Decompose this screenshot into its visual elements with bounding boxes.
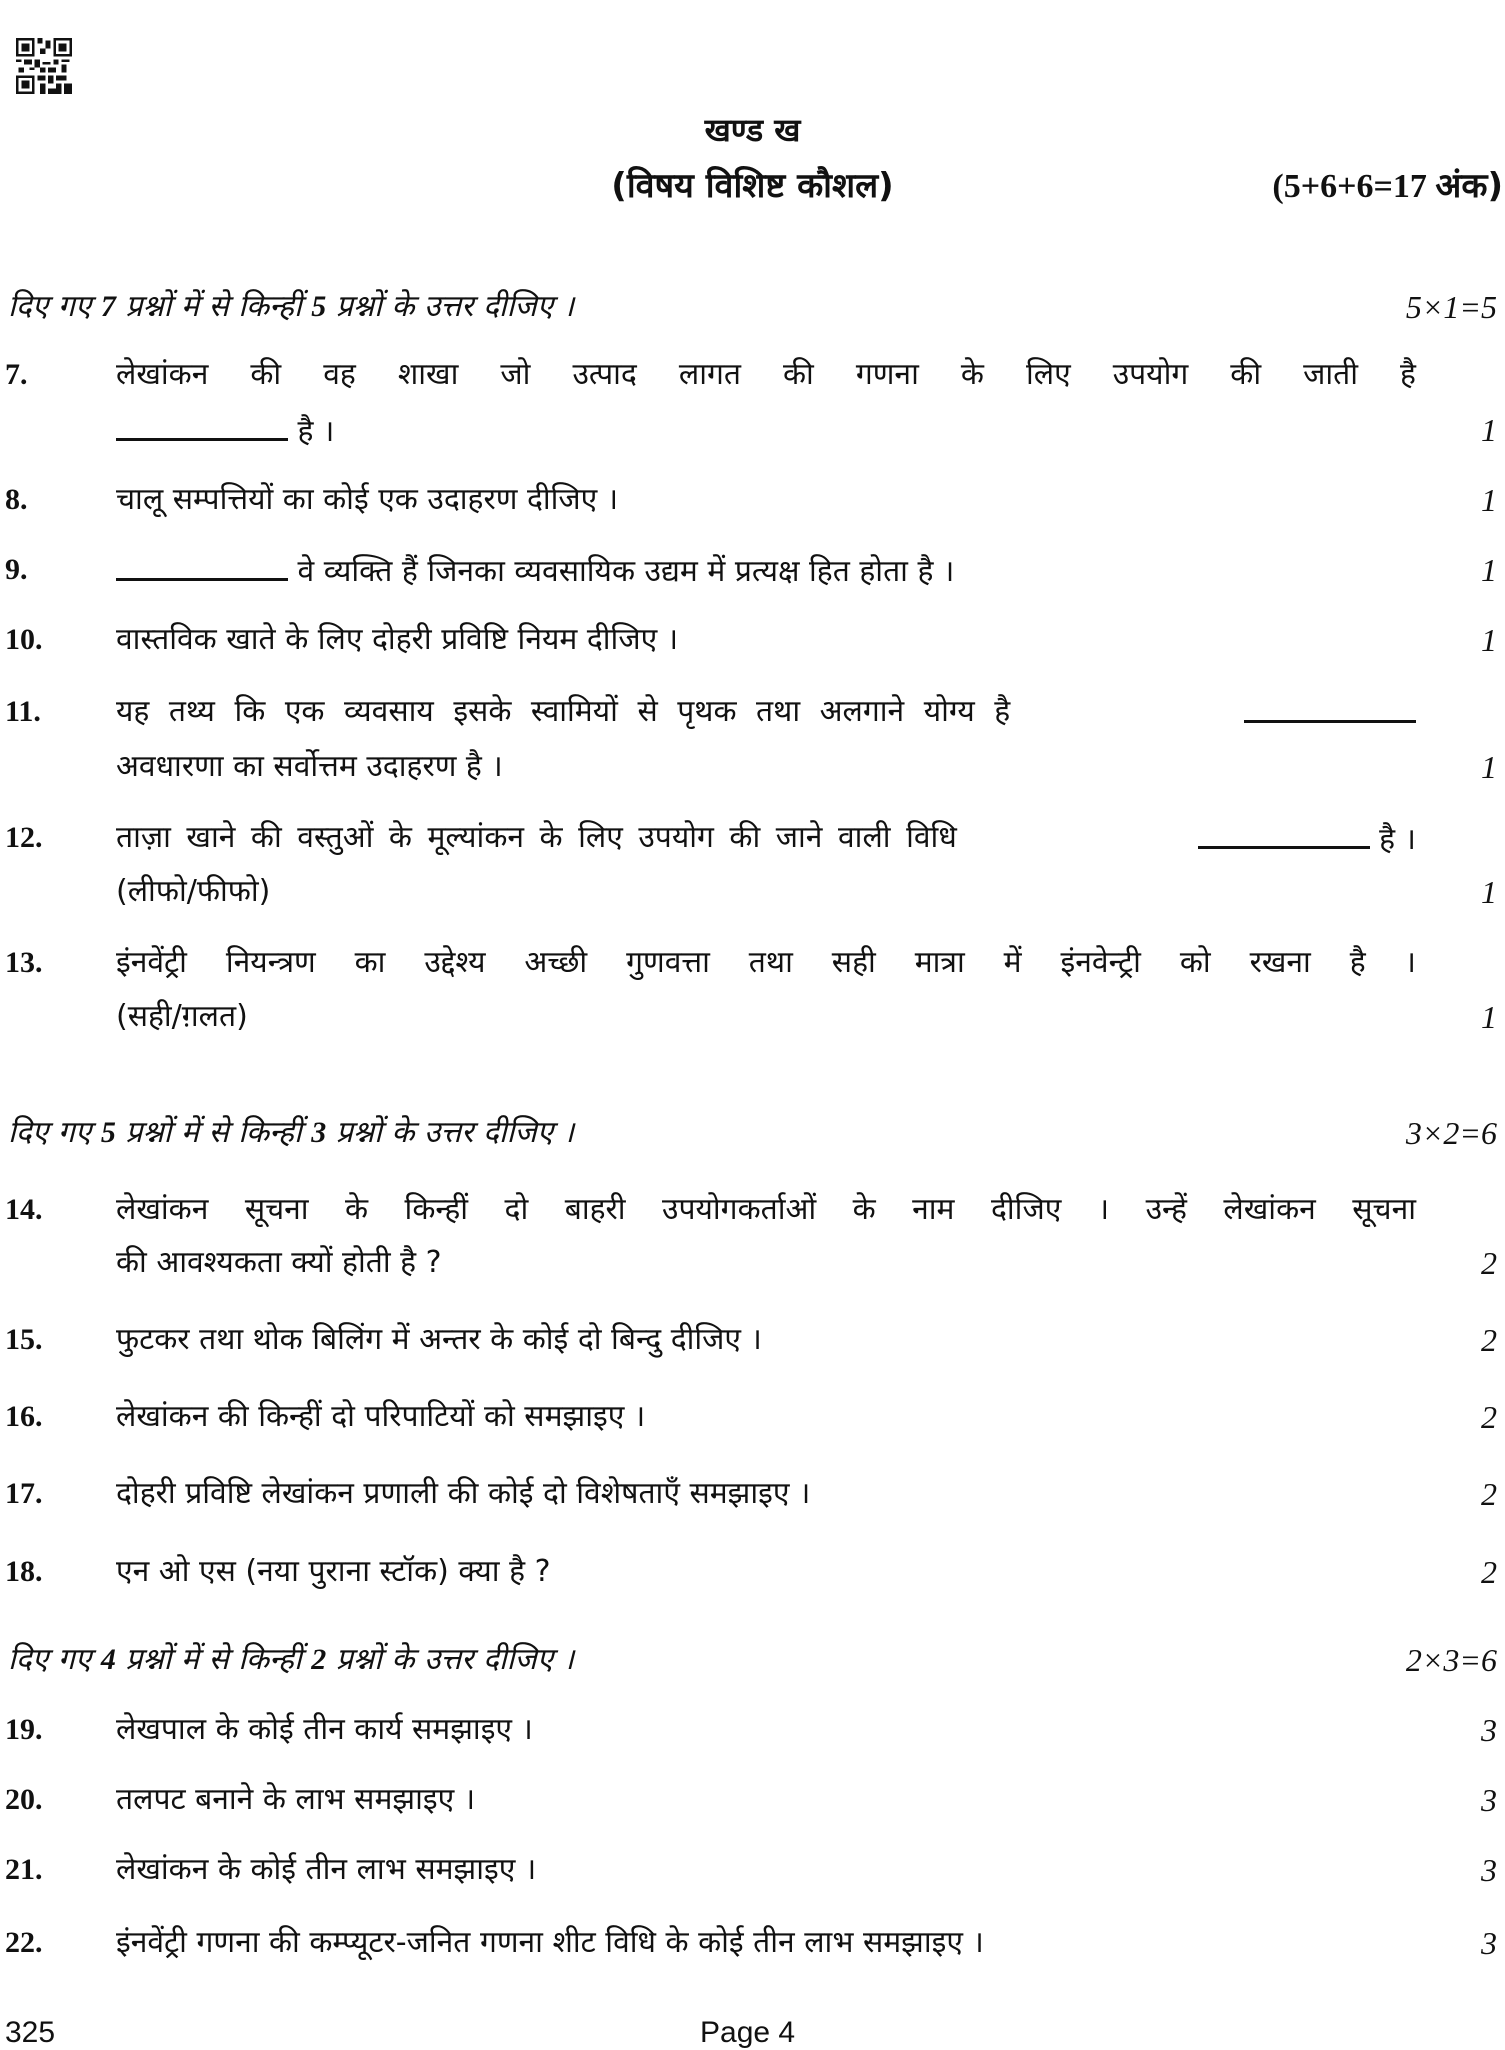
question-number: 7. [5,358,28,391]
question-marks: 3 [1481,1852,1497,1888]
question-number: 14. [5,1193,43,1226]
instruction-text: प्रश्नों के उत्तर दीजिए । [326,289,575,324]
question-text: वास्तविक खाते के लिए दोहरी प्रविष्टि नियम दीजिए । [116,622,679,657]
fill-in-blank [116,408,288,441]
total-marks-value: (5+6+6=17 [1272,168,1436,205]
question-marks: 3 [1481,1925,1497,1961]
question-number: 18. [5,1555,43,1588]
qr-code-icon [16,38,72,94]
instruction-text: प्रश्नों के उत्तर दीजिए । [326,1115,575,1150]
question-number: 12. [5,821,43,854]
question-text: चालू सम्पत्तियों का कोई एक उदाहरण दीजिए । [116,482,619,517]
question-text: एन ओ एस (नया पुराना स्टॉक) क्या है ? [116,1554,551,1589]
question-marks: 2 [1481,1399,1497,1435]
instruction-number: 3 [311,1116,327,1149]
section-subtitle: (विषय विशिष्ट कौशल) [611,166,894,206]
question-text: लेखांकन की किन्हीं दो परिपाटियों को समझाइए । [116,1399,646,1434]
question-number: 22. [5,1926,43,1959]
question-text: तलपट बनाने के लाभ समझाइए । [116,1782,476,1817]
instruction-number: 7 [100,290,116,323]
question-text: की आवश्यकता क्यों होती है ? [116,1245,442,1280]
section-marks: 3×2=6 [1405,1115,1497,1151]
fill-in-blank [116,548,288,581]
question-text-tail: है । [288,414,335,449]
question-number: 15. [5,1323,43,1356]
section-instruction [8,285,574,329]
instruction-text: प्रश्नों में से किन्हीं [115,1115,312,1150]
question-marks: 2 [1481,1554,1497,1590]
question-text-tail: है । [1369,822,1416,857]
question-text [116,548,1416,594]
question-text-tail: वे व्यक्ति हैं जिनका व्यवसायिक उद्यम में प्रत्यक्ष हित होता है । [288,554,955,589]
question-text: लेखांकन की वह शाखा जो उत्पाद लागत की गणना के लिए उपयोग की जाती है [116,357,1416,392]
instruction-text: दिए गए [8,289,101,324]
instruction-text: प्रश्नों में से किन्हीं [115,1642,312,1677]
question-text-tail-group [1198,816,1416,862]
question-options: (सही/ग़लत) [116,999,248,1034]
instruction-text: प्रश्नों के उत्तर दीजिए । [326,1642,575,1677]
question-text: लेखपाल के कोई तीन कार्य समझाइए । [116,1712,533,1747]
question-text: लेखांकन सूचना के किन्हीं दो बाहरी उपयोगकर्ताओं के नाम दीजिए । उन्हें लेखांकन सूचना [116,1192,1416,1227]
section-marks: 5×1=5 [1405,289,1497,325]
question-marks: 1 [1481,749,1497,785]
question-marks: 2 [1481,1476,1497,1512]
question-text: अवधारणा का सर्वोत्तम उदाहरण है । [116,749,503,784]
instruction-number: 2 [311,1643,327,1676]
section-instruction [8,1638,574,1682]
instruction-number: 5 [311,290,327,323]
question-marks: 1 [1481,412,1497,448]
fill-in-blank [1198,816,1370,849]
question-number: 19. [5,1713,43,1746]
question-options: (लीफो/फीफो) [116,874,271,909]
question-number: 8. [5,483,28,516]
question-marks: 2 [1481,1245,1497,1281]
question-text-head: ताज़ा खाने की वस्तुओं के मूल्यांकन के लिए उपयोग की जाने वाली विधि [116,820,957,855]
question-text: लेखांकन के कोई तीन लाभ समझाइए । [116,1852,537,1887]
question-number: 10. [5,623,43,656]
question-marks: 2 [1481,1322,1497,1358]
question-marks: 1 [1481,482,1497,518]
instruction-number: 5 [100,1116,116,1149]
question-marks: 1 [1481,622,1497,658]
question-number: 17. [5,1477,43,1510]
question-text: दोहरी प्रविष्टि लेखांकन प्रणाली की कोई दो विशेषताएँ समझाइए । [116,1476,811,1511]
instruction-number: 4 [100,1643,116,1676]
question-text [116,690,1416,734]
question-text: इंनवेंट्री नियन्त्रण का उद्देश्य अच्छी गुणवत्ता तथा सही मात्रा में इंनवेन्ट्री को रखना है । [116,945,1416,980]
instruction-text: दिए गए [8,1642,101,1677]
section-instruction [8,1111,574,1155]
total-marks-unit: अंक) [1435,166,1503,206]
question-marks: 1 [1481,874,1497,910]
instruction-text: दिए गए [8,1115,101,1150]
question-number: 21. [5,1853,43,1886]
question-marks: 3 [1481,1782,1497,1818]
page-number: Page 4 [700,2016,796,2049]
question-text: इंनवेंट्री गणना की कम्प्यूटर-जनित गणना शीट विधि के कोई तीन लाभ समझाइए । [116,1925,984,1960]
question-marks: 3 [1481,1712,1497,1748]
instruction-text: प्रश्नों में से किन्हीं [115,289,312,324]
question-number: 9. [5,553,28,586]
question-text [116,408,1416,454]
section-total-marks [1272,162,1503,211]
question-number: 13. [5,946,43,979]
question-marks: 1 [1481,999,1497,1035]
section-marks: 2×3=6 [1405,1642,1497,1678]
question-text: फुटकर तथा थोक बिलिंग में अन्तर के कोई दो बिन्दु दीजिए । [116,1322,762,1357]
question-marks: 1 [1481,552,1497,588]
section-title: खण्ड ख [704,111,801,149]
paper-code: 325 [5,2016,56,2049]
question-number: 11. [5,695,41,728]
question-number: 20. [5,1783,43,1816]
fill-in-blank [1244,690,1416,723]
question-number: 16. [5,1400,43,1433]
question-text [116,816,1416,862]
question-text-head: यह तथ्य कि एक व्यवसाय इसके स्वामियों से पृथक तथा अलगाने योग्य है [116,694,1011,729]
